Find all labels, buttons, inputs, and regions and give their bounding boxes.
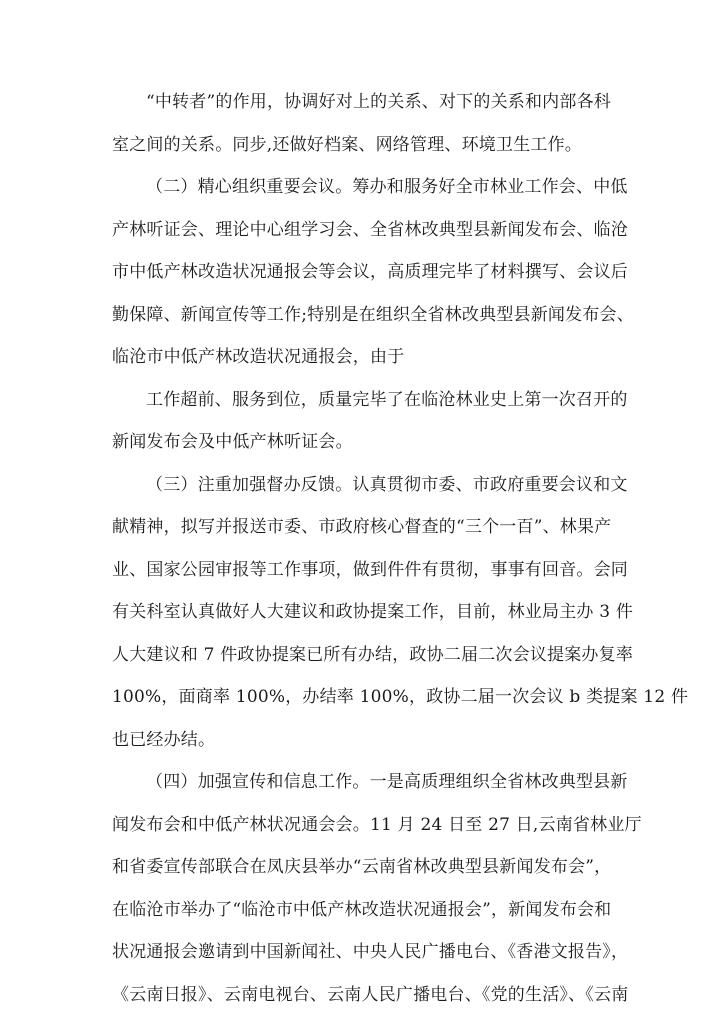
text-line: 《云南日报》、云南电视台、云南人民广播电台、《党的生活》、《云南 bbox=[112, 985, 629, 1005]
text-line: 勤保障、新闻宣传等工作;特别是在组织全省林改典型县新闻发布会、 bbox=[112, 305, 634, 325]
text-line: 有关科室认真做好人大建议和政协提案工作，目前，林业局主办 3 件 bbox=[112, 602, 634, 622]
text-line: “中转者”的作用，协调好对上的关系、对下的关系和内部各科 bbox=[146, 92, 611, 112]
text-line: 工作超前、服务到位，质量完毕了在临沧林业史上第一次召开的 bbox=[146, 390, 628, 410]
text-line: （三）注重加强督办反馈。认真贯彻市委、市政府重要会议和文 bbox=[146, 475, 628, 495]
text-line: 临沧市中低产林改造状况通报会，由于 bbox=[112, 347, 405, 367]
text-line: 产林听证会、理论中心组学习会、全省林改典型县新闻发布会、临沧 bbox=[112, 220, 628, 240]
text-line: （四）加强宣传和信息工作。一是高质理组织全省林改典型县新 bbox=[146, 772, 628, 792]
text-line: 人大建议和 7 件政协提案已所有办结，政协二届二次会议提案办复率 bbox=[112, 645, 634, 665]
text-line: 100%，面商率 100%，办结率 100%，政协二届一次会议 b 类提案 12 件 bbox=[112, 687, 689, 707]
text-line: 状况通报会邀请到中国新闻社、中央人民广播电台、《香港文报告》， bbox=[112, 942, 629, 962]
text-line: （二）精心组织重要会议。筹办和服务好全市林业工作会、中低 bbox=[146, 177, 628, 197]
text-line: 也已经办结。 bbox=[112, 730, 216, 750]
text-line: 闻发布会和中低产林状况通会会。11 月 24 日至 27 日,云南省林业厅 bbox=[112, 815, 642, 835]
text-line: 和省委宣传部联合在凤庆县举办“云南省林改典型县新闻发布会”， bbox=[112, 857, 612, 877]
text-line: 业、国家公园审报等工作事项，做到件件有贯彻，事事有回音。会同 bbox=[112, 560, 628, 580]
text-line: 献精神，拟写并报送市委、市政府核心督查的“三个一百”、林果产 bbox=[112, 517, 612, 537]
text-line: 室之间的关系。同步,还做好档案、网络管理、环境卫生工作。 bbox=[112, 135, 583, 155]
text-line: 新闻发布会及中低产林听证会。 bbox=[112, 432, 353, 452]
text-line: 市中低产林改造状况通报会等会议，高质理完毕了材料撰写、会议后 bbox=[112, 262, 628, 282]
text-line: 在临沧市举办了“临沧市中低产林改造状况通报会”，新闻发布会和 bbox=[112, 900, 612, 920]
